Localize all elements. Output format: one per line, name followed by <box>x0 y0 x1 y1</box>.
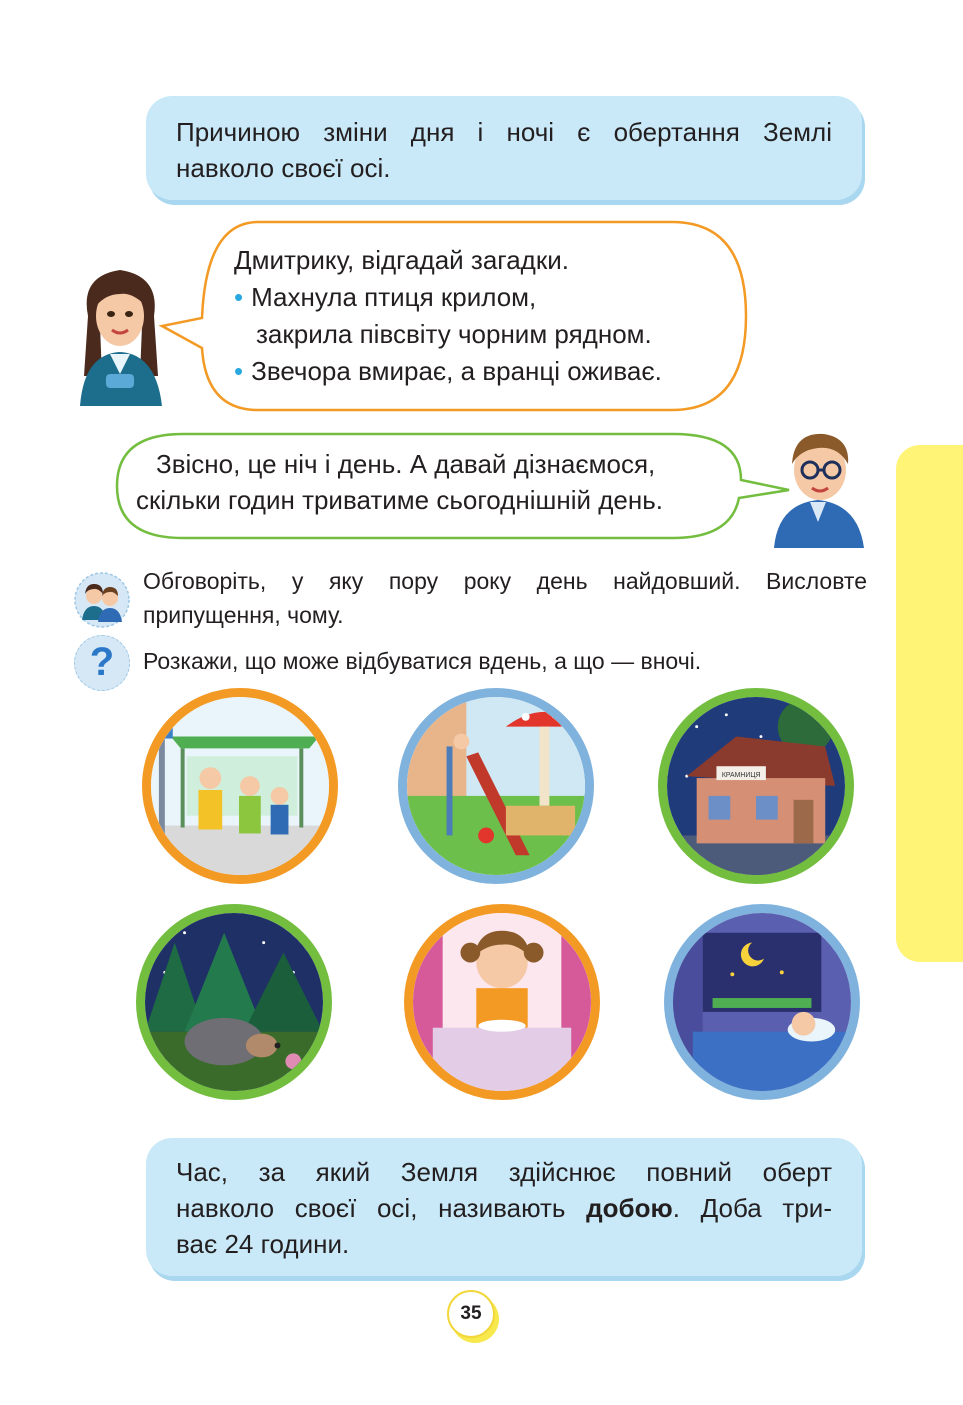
top-info-line-2: навколо своєї осі. <box>176 153 391 183</box>
bottom-info-line-2-post: . Доба три- <box>672 1193 832 1223</box>
picture-child-sleeping <box>664 904 860 1100</box>
girl-bubble-intro: Дмитрику, відгадай загадки. <box>234 245 569 275</box>
boy-bubble-line-2: скільки годин триватиме сьогоднішній день. <box>136 485 663 515</box>
bullet-icon: • <box>234 356 244 386</box>
discuss-task-line-2: припущення, чому. <box>143 602 344 628</box>
tell-task: Розкажи, що може відбуватися вдень, а що — вночі. <box>143 648 702 674</box>
house-sign-text: КРАМНИЦЯ <box>721 772 761 780</box>
bottom-info-line-1: Час, за який Земля здійснює повний оберт <box>176 1157 832 1187</box>
pair-work-icon <box>74 572 130 628</box>
top-info-line-1: Причиною зміни дня і ночі є обертання Землі <box>176 117 832 147</box>
question-icon <box>74 635 130 691</box>
top-info-box <box>146 96 862 200</box>
boy-avatar <box>768 418 868 548</box>
bottom-info-box <box>146 1138 862 1276</box>
picture-girl-eating <box>404 904 600 1100</box>
boy-bubble-line-1: Звісно, це ніч і день. А давай дізнаємося, <box>156 449 656 479</box>
riddle-2-text: Звечора вмирає, а вранці оживає. <box>251 356 662 386</box>
page-number: 35 <box>447 1290 495 1338</box>
picture-playground <box>398 688 594 884</box>
riddle-1-line-1 <box>234 279 536 316</box>
discuss-task-line-1: Обговоріть, у яку пору року день найдовший. Висловте <box>143 568 867 594</box>
riddle-1-line-2: закрила півсвіту чорним рядном. <box>256 319 652 349</box>
riddle-1-line-1-text: Махнула птиця крилом, <box>251 282 537 312</box>
picture-bus-stop <box>142 688 338 884</box>
side-tab <box>896 445 963 962</box>
bottom-info-line-2 <box>176 1190 832 1226</box>
riddle-2 <box>234 353 662 390</box>
bullet-icon: • <box>234 282 244 312</box>
picture-hedgehog-night <box>136 904 332 1100</box>
term-doba: добою <box>586 1193 673 1223</box>
question-mark: ? <box>89 640 115 684</box>
bottom-info-line-2-pre: навколо своєї осі, називають <box>176 1193 587 1223</box>
picture-house-night <box>658 688 854 884</box>
bottom-info-line-3: ває 24 години. <box>176 1229 350 1259</box>
